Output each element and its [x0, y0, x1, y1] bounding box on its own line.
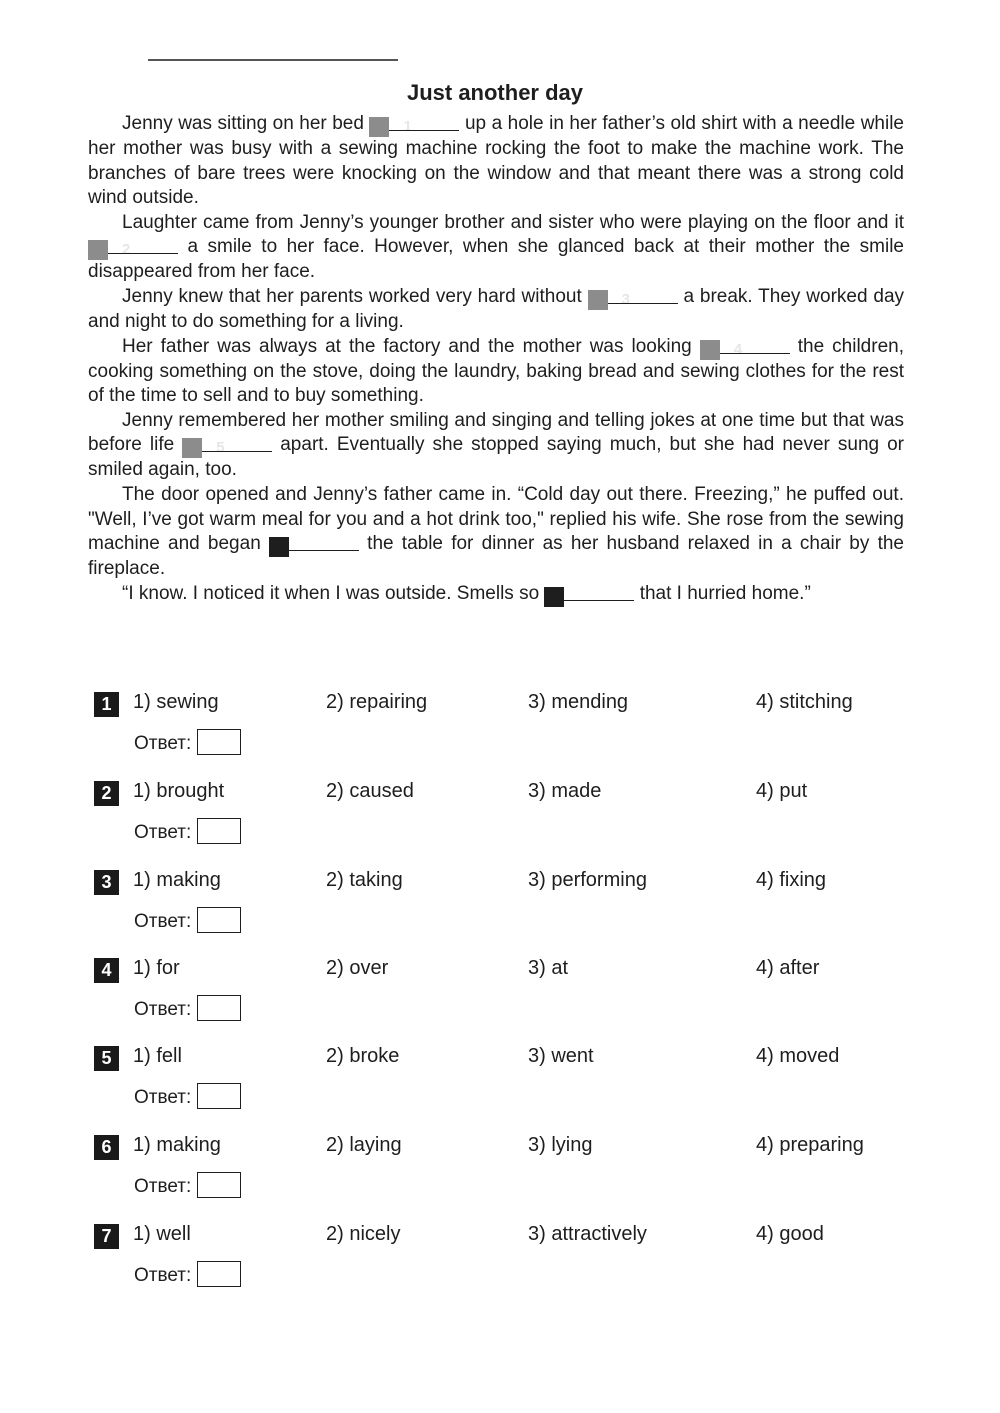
question-number: 1 [94, 692, 119, 717]
answer-row [134, 729, 241, 755]
gap-3 [588, 286, 678, 307]
option-1[interactable]: 1) sewing [133, 691, 219, 713]
answer-row [134, 818, 241, 844]
option-3[interactable]: 3) lying [528, 1134, 593, 1156]
answer-box[interactable] [197, 995, 241, 1021]
question-6 [94, 1134, 914, 1218]
gap-number: 2 [88, 240, 108, 260]
answer-label: Ответ: [134, 911, 192, 932]
answer-box[interactable] [197, 729, 241, 755]
answer-row [134, 1261, 241, 1287]
top-divider [148, 59, 398, 61]
option-1[interactable]: 1) fell [133, 1045, 182, 1067]
option-4[interactable]: 4) put [756, 780, 808, 802]
gap-number: 3 [588, 290, 608, 310]
gap-6 [269, 533, 359, 554]
answer-label: Ответ: [134, 1265, 192, 1286]
gap-number: 5 [182, 438, 202, 458]
paragraph-3: Jenny knew that her parents worked very hard without 3 a break. They worked day and night to do something for a living. [88, 285, 905, 332]
gap-5 [182, 434, 272, 455]
option-1[interactable]: 1) for [133, 957, 180, 979]
option-4[interactable]: 4) preparing [756, 1134, 864, 1156]
option-1[interactable]: 1) making [133, 1134, 221, 1156]
gap-1 [369, 113, 459, 134]
paragraph-7: “I know. I noticed it when I was outside. Smells so 7 that I hurried home.” [122, 582, 811, 605]
question-number: 3 [94, 870, 119, 895]
option-4[interactable]: 4) stitching [756, 691, 853, 713]
option-4[interactable]: 4) good [756, 1223, 824, 1245]
gap-number: 1 [369, 117, 389, 137]
option-3[interactable]: 3) mending [528, 691, 629, 713]
blank-line [608, 285, 678, 304]
question-7 [94, 1223, 914, 1307]
option-3[interactable]: 3) went [528, 1045, 594, 1067]
question-5 [94, 1045, 914, 1129]
question-2 [94, 780, 914, 864]
option-1[interactable]: 1) making [133, 869, 221, 891]
option-3[interactable]: 3) attractively [528, 1223, 647, 1245]
page-title: Just another day [406, 80, 584, 105]
answer-box[interactable] [197, 1083, 241, 1109]
answer-row [134, 1083, 241, 1109]
gap-number: 4 [700, 340, 720, 360]
option-2[interactable]: 2) caused [326, 780, 414, 802]
blank-line [389, 112, 459, 131]
answer-label: Ответ: [134, 822, 192, 843]
question-number: 6 [94, 1135, 119, 1160]
gap-7 [544, 583, 634, 604]
option-2[interactable]: 2) taking [326, 869, 403, 891]
paragraph-2: Laughter came from Jenny’s younger brother and sister who were playing on the floor and it 2 a smile to her face. However, when she glanced back at their mother the smile disappeared from her face. [88, 211, 904, 283]
gap-number: 7 [544, 587, 564, 607]
gap-2 [88, 236, 178, 257]
answer-box[interactable] [197, 907, 241, 933]
answer-label: Ответ: [134, 1176, 192, 1197]
blank-line [564, 582, 634, 601]
blank-line [108, 235, 178, 254]
option-2[interactable]: 2) nicely [326, 1223, 401, 1245]
answer-label: Ответ: [134, 733, 192, 754]
option-3[interactable]: 3) made [528, 780, 602, 802]
option-4[interactable]: 4) fixing [756, 869, 827, 891]
option-2[interactable]: 2) repairing [326, 691, 428, 713]
option-2[interactable]: 2) broke [326, 1045, 400, 1067]
option-1[interactable]: 1) well [133, 1223, 191, 1245]
answer-box[interactable] [197, 1261, 241, 1287]
answer-label: Ответ: [134, 1087, 192, 1108]
option-3[interactable]: 3) at [528, 957, 569, 979]
gap-4 [700, 336, 790, 357]
paragraph-1: Jenny was sitting on her bed 1 up a hole in her father’s old shirt with a needle while her mother was busy with a sewing machine rocking the foot to make the machine work. The branches of bare trees were knocking on the window and that meant there was a strong cold wind outside. [88, 113, 905, 209]
answer-row [134, 907, 241, 933]
answer-row [134, 1172, 241, 1198]
question-3 [94, 869, 914, 953]
passage [88, 112, 904, 607]
answer-box[interactable] [197, 818, 241, 844]
blank-line [720, 335, 790, 354]
answer-label: Ответ: [134, 999, 192, 1020]
question-number: 7 [94, 1224, 119, 1249]
option-1[interactable]: 1) brought [133, 780, 225, 802]
question-number: 2 [94, 781, 119, 806]
option-4[interactable]: 4) after [756, 957, 820, 979]
blank-line [289, 532, 359, 551]
question-number: 5 [94, 1046, 119, 1071]
option-2[interactable]: 2) laying [326, 1134, 402, 1156]
answer-box[interactable] [197, 1172, 241, 1198]
question-1 [94, 691, 914, 775]
answer-row [134, 995, 241, 1021]
paragraph-5: Jenny remembered her mother smiling and singing and telling jokes at one time but that was before life 5 apart. Eventually she stopped saying much, but she had never sung or smiled again, too. [88, 409, 904, 481]
question-number: 4 [94, 958, 119, 983]
question-4 [94, 957, 914, 1041]
option-2[interactable]: 2) over [326, 957, 389, 979]
gap-number: 6 [269, 537, 289, 557]
option-4[interactable]: 4) moved [756, 1045, 840, 1067]
paragraph-4: Her father was always at the factory and the mother was looking 4 the children, cooking something on the stove, doing the laundry, baking bread and sewing clothes for the rest of the time to sell and to buy something. [88, 335, 904, 407]
option-3[interactable]: 3) performing [528, 869, 647, 891]
blank-line [202, 433, 272, 452]
paragraph-6: The door opened and Jenny’s father came in. “Cold day out there. Freezing,” he puffed out. "Well, I’ve got warm meal for you and a hot drink too," replied his wife. She rose from the sewing machine and began 6 the table for dinner as her husband relaxed in a chair by the fireplace. [88, 483, 904, 580]
